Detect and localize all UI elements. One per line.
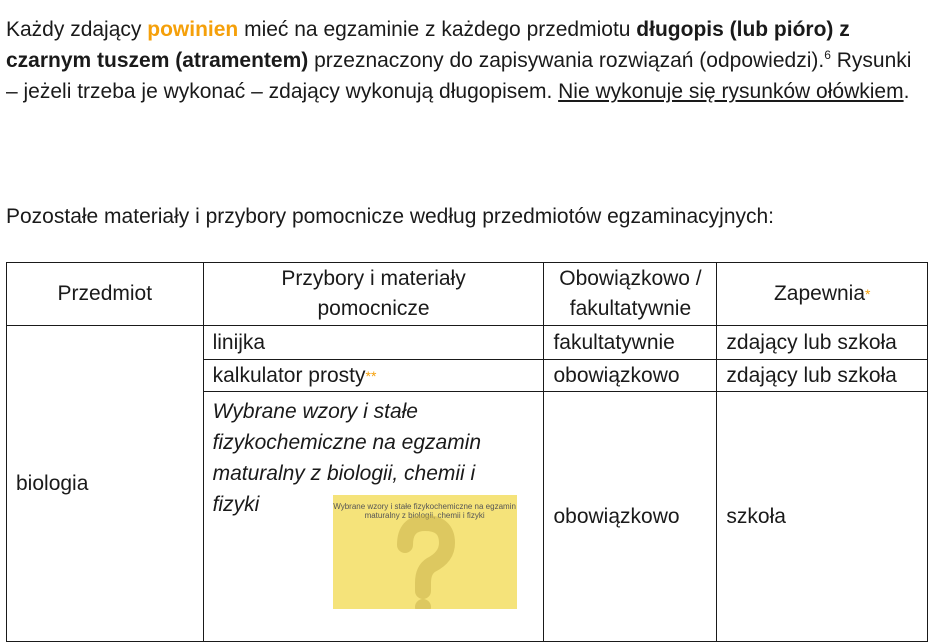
intro-text-1: Każdy zdający bbox=[6, 18, 148, 41]
table-header-row bbox=[7, 263, 928, 326]
subject-cell: biologia bbox=[7, 326, 204, 642]
material-cell: linijka bbox=[203, 326, 544, 360]
intro-text-2: mieć na egzaminie z każdego przedmiotu bbox=[238, 18, 637, 41]
intro-text-3: przeznaczony do zapisywania rozwiązań (odpowiedzi). bbox=[308, 49, 825, 72]
header-mandatory: Obowiązkowo / fakultatywnie bbox=[544, 263, 717, 326]
intro-underline: Nie wykonuje się rysunków ołówkiem bbox=[558, 80, 904, 103]
double-asterisk-mark: ** bbox=[365, 367, 377, 384]
intro-highlight: powinien bbox=[147, 18, 239, 41]
asterisk-mark: * bbox=[865, 286, 871, 302]
intro-text-5: . bbox=[903, 80, 910, 103]
cover-title: Wybrane wzory i stałe fizykochemiczne na egzamin maturalny z biologii, chemii i fizyki bbox=[333, 502, 516, 520]
material-cell bbox=[203, 392, 544, 642]
intro-bold: długopis (lub pióro) z czarnym tuszem (atramentem) bbox=[6, 18, 850, 72]
footnote-ref: 6 bbox=[824, 48, 831, 62]
cover-logos bbox=[333, 609, 517, 623]
intro-text-4: Rysunki – jeżeli trzeba je wykonać – zdający wykonują długopisem. bbox=[6, 49, 912, 103]
mandatory-cell: fakultatywnie bbox=[544, 326, 717, 360]
materials-table bbox=[6, 262, 928, 642]
header-materials: Przybory i materiały pomocnicze bbox=[203, 263, 544, 326]
question-mark-icon bbox=[333, 495, 517, 623]
header-provides: Zapewnia* bbox=[717, 263, 928, 326]
mandatory-cell: obowiązkowo bbox=[544, 360, 717, 392]
header-subject: Przedmiot bbox=[7, 263, 204, 326]
provides-cell: zdający lub szkoła bbox=[717, 326, 928, 360]
lead-text: Pozostałe materiały i przybory pomocnicze według przedmiotów egzaminacyjnych: bbox=[6, 205, 775, 228]
provides-cell: szkoła bbox=[717, 392, 928, 642]
table-row bbox=[7, 326, 928, 360]
material-cell: kalkulator prosty** bbox=[203, 360, 544, 392]
provides-cell: zdający lub szkoła bbox=[717, 360, 928, 392]
intro-paragraph bbox=[6, 14, 926, 107]
formula-book-cover-image bbox=[333, 495, 517, 623]
formula-book-title: Wybrane wzory i stałe fizykochemiczne na egzamin maturalny z biologii, chemii i fizyki bbox=[212, 400, 482, 516]
mandatory-cell: obowiązkowo bbox=[544, 392, 717, 642]
